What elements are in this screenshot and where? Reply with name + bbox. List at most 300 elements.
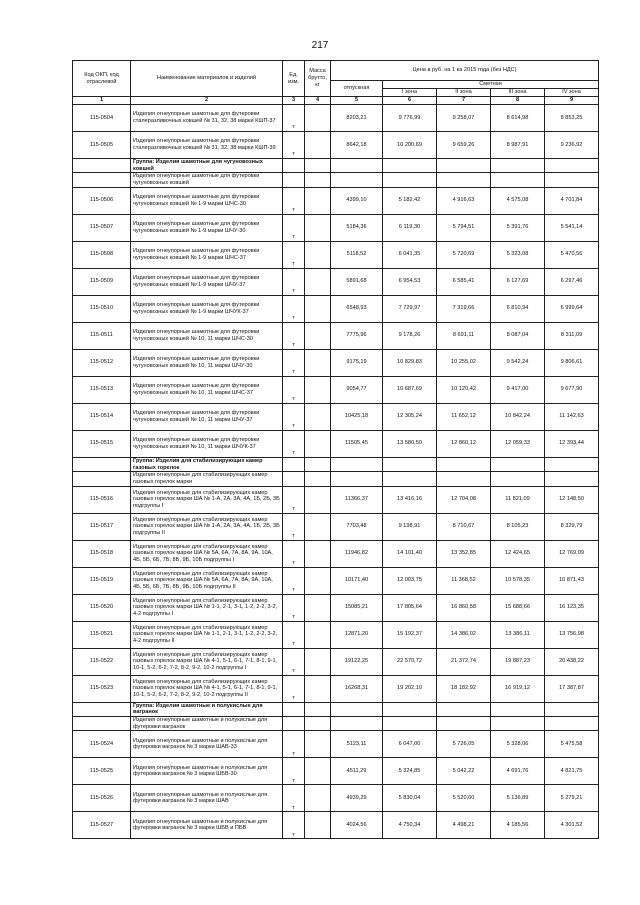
- cell-price-zone-4: 12 148,50: [545, 486, 599, 513]
- cell-unit: т: [283, 295, 305, 322]
- header-smetnaya: Сметная: [383, 81, 599, 89]
- group-title: Группа: Изделия шамотные и полукислые для вагранок: [131, 702, 283, 716]
- cell-name: Изделия огнеупорные для стабилизирующих камер газовых горелок марки ША № 5А, 6А, 7А, 8А, 9А, 10А, 4Б, 5Б, 6Б, 7Б, 8Б, 9Б, 10Б подгруппы II: [131, 567, 283, 594]
- cell-price-zone-2: 10 120,42: [437, 376, 491, 403]
- cell-price-zone-2: 6 585,41: [437, 268, 491, 295]
- cell-code: 115-0520: [73, 594, 131, 621]
- cell-empty: [331, 457, 383, 471]
- cell-code: [73, 173, 131, 187]
- cell-empty: [331, 702, 383, 716]
- cell-empty: [491, 472, 545, 486]
- cell-name: Изделия огнеупорные шамотные для футеровки чугуновозных ковшей № 1-9 марки ШЧУК-37: [131, 295, 283, 322]
- cell-price-zone-2: 16 860,58: [437, 594, 491, 621]
- cell-price-zone-4: 6 999,64: [545, 295, 599, 322]
- cell-price-otpusk: 7775,96: [331, 322, 383, 349]
- cell-mass: [305, 758, 331, 785]
- table-row: [73, 567, 599, 594]
- cell-unit: т: [283, 105, 305, 132]
- cell-mass: [305, 295, 331, 322]
- cell-price-otpusk: 4399,10: [331, 187, 383, 214]
- cell-price-otpusk: 15085,21: [331, 594, 383, 621]
- subgroup-title: Изделия огнеупорные шамотные для футеровки чугуновозных ковшей: [131, 173, 283, 187]
- cell-price-otpusk: 10425,18: [331, 403, 383, 430]
- cell-empty: [491, 173, 545, 187]
- cell-price-zone-1: 6 954,53: [383, 268, 437, 295]
- cell-price-zone-3: 12 424,65: [491, 540, 545, 567]
- cell-mass: [305, 513, 331, 540]
- cell-price-zone-1: 19 202,10: [383, 675, 437, 702]
- cell-price-zone-1: 5 182,42: [383, 187, 437, 214]
- cell-empty: [331, 472, 383, 486]
- cell-unit: т: [283, 132, 305, 159]
- cell-price-zone-4: 4 821,75: [545, 758, 599, 785]
- cell-name: Изделия огнеупорные шамотные для футеровки чугуновозных ковшей № 1-9 марки ШЧУ-37: [131, 268, 283, 295]
- cell-empty: [305, 173, 331, 187]
- column-numbers-row: [73, 97, 599, 105]
- subgroup-row: [73, 472, 599, 486]
- cell-unit: т: [283, 430, 305, 457]
- cell-price-zone-2: 5 720,69: [437, 241, 491, 268]
- cell-empty: [305, 717, 331, 731]
- cell-empty: [437, 159, 491, 173]
- cell-code: [73, 457, 131, 471]
- cell-price-zone-3: 4 575,08: [491, 187, 545, 214]
- cell-unit: т: [283, 594, 305, 621]
- cell-price-zone-1: 15 192,37: [383, 621, 437, 648]
- table-row: [73, 648, 599, 675]
- cell-price-zone-4: 20 438,22: [545, 648, 599, 675]
- cell-code: 115-0515: [73, 430, 131, 457]
- table-row: [73, 403, 599, 430]
- cell-name: Изделия огнеупорные шамотные и полукислые для футеровки вагранок № 3 марки ШБВ и ПБВ: [131, 812, 283, 839]
- cell-price-zone-1: 6 119,30: [383, 214, 437, 241]
- cell-price-otpusk: 4511,29: [331, 758, 383, 785]
- table-body: [73, 105, 599, 839]
- cell-code: 115-0512: [73, 349, 131, 376]
- cell-mass: [305, 540, 331, 567]
- cell-price-zone-3: 13 386,11: [491, 621, 545, 648]
- cell-code: 115-0518: [73, 540, 131, 567]
- col-number: 3: [283, 97, 305, 105]
- cell-mass: [305, 376, 331, 403]
- cell-empty: [283, 702, 305, 716]
- cell-price-zone-2: 11 368,52: [437, 567, 491, 594]
- cell-name: Изделия огнеупорные шамотные для футеровки чугуновозных ковшей № 1-9 марки ШЧС-30: [131, 187, 283, 214]
- cell-price-otpusk: 10171,40: [331, 567, 383, 594]
- table-row: [73, 105, 599, 132]
- cell-empty: [545, 702, 599, 716]
- cell-empty: [283, 472, 305, 486]
- cell-price-zone-4: 5 475,58: [545, 731, 599, 758]
- table-row: [73, 214, 599, 241]
- cell-price-zone-4: 10 871,43: [545, 567, 599, 594]
- cell-price-zone-4: 8 311,09: [545, 322, 599, 349]
- cell-price-zone-1: 5 324,85: [383, 758, 437, 785]
- cell-price-zone-2: 11 652,12: [437, 403, 491, 430]
- cell-code: [73, 472, 131, 486]
- cell-name: Изделия огнеупорные шамотные для футеровки чугуновозных ковшей № 10, 11 марки ШЧУ-37: [131, 403, 283, 430]
- cell-code: 115-0514: [73, 403, 131, 430]
- cell-price-zone-2: 7 319,66: [437, 295, 491, 322]
- cell-code: 115-0509: [73, 268, 131, 295]
- cell-name: Изделия огнеупорные для стабилизирующих камер газовых горелок марки ША № 4-1, 5-1, 6-1, 7-1, 8-1, 9-1, 10-1, 5-2, 6-2, 7-2, 8-2, 9-2, 10-2 подгруппы II: [131, 675, 283, 702]
- cell-unit: т: [283, 812, 305, 839]
- cell-price-zone-4: 12 769,09: [545, 540, 599, 567]
- cell-price-otpusk: 4939,29: [331, 785, 383, 812]
- subgroup-row: [73, 717, 599, 731]
- cell-price-zone-3: 8 614,98: [491, 105, 545, 132]
- header-otpusk: отпускная: [331, 81, 383, 97]
- header-mass: Масса брутто, кг: [305, 61, 331, 97]
- cell-price-zone-2: 5 520,60: [437, 785, 491, 812]
- table-row: [73, 540, 599, 567]
- table-header: [73, 61, 599, 105]
- cell-price-zone-3: 19 887,23: [491, 648, 545, 675]
- cell-empty: [437, 173, 491, 187]
- group-title: Группа: Изделия шамотные для чугуновозных ковшей: [131, 159, 283, 173]
- table-row: [73, 132, 599, 159]
- cell-empty: [545, 159, 599, 173]
- cell-price-zone-4: 12 393,44: [545, 430, 599, 457]
- cell-name: Изделия огнеупорные шамотные и полукислые для футеровки вагранок № 3 марки ШАВ: [131, 785, 283, 812]
- cell-mass: [305, 621, 331, 648]
- cell-price-zone-4: 13 756,98: [545, 621, 599, 648]
- cell-price-zone-3: 5 328,06: [491, 731, 545, 758]
- cell-price-zone-3: 9 542,24: [491, 349, 545, 376]
- table-row: [73, 430, 599, 457]
- cell-empty: [383, 457, 437, 471]
- cell-price-zone-2: 10 255,02: [437, 349, 491, 376]
- cell-code: [73, 702, 131, 716]
- cell-price-otpusk: 6548,93: [331, 295, 383, 322]
- cell-mass: [305, 812, 331, 839]
- cell-price-zone-4: 11 142,63: [545, 403, 599, 430]
- cell-empty: [383, 717, 437, 731]
- cell-name: Изделия огнеупорные шамотные для футеровки чугуновозных ковшей № 10, 11 марки ШЧУ-30: [131, 349, 283, 376]
- cell-empty: [545, 173, 599, 187]
- cell-mass: [305, 241, 331, 268]
- cell-price-zone-3: 8 087,04: [491, 322, 545, 349]
- cell-price-zone-3: 6 810,94: [491, 295, 545, 322]
- col-number: 2: [131, 97, 283, 105]
- cell-code: 115-0525: [73, 758, 131, 785]
- cell-price-otpusk: 9175,19: [331, 349, 383, 376]
- cell-empty: [491, 702, 545, 716]
- cell-price-zone-4: 6 297,46: [545, 268, 599, 295]
- cell-empty: [437, 717, 491, 731]
- cell-price-zone-1: 9 198,91: [383, 513, 437, 540]
- cell-unit: т: [283, 322, 305, 349]
- cell-price-zone-3: 4 185,56: [491, 812, 545, 839]
- cell-price-zone-2: 8 691,11: [437, 322, 491, 349]
- cell-empty: [283, 159, 305, 173]
- cell-code: 115-0507: [73, 214, 131, 241]
- cell-mass: [305, 567, 331, 594]
- col-number: 1: [73, 97, 131, 105]
- table-row: [73, 513, 599, 540]
- cell-unit: т: [283, 540, 305, 567]
- cell-unit: т: [283, 376, 305, 403]
- table-row: [73, 268, 599, 295]
- table-row: [73, 758, 599, 785]
- header-unit: Ед. изм.: [283, 61, 305, 97]
- subgroup-row: [73, 173, 599, 187]
- cell-price-zone-2: 9 659,26: [437, 132, 491, 159]
- cell-name: Изделия огнеупорные шамотные и полукислые для футеровки вагранок № 3 марки ШАВ-33: [131, 731, 283, 758]
- cell-name: Изделия огнеупорные для стабилизирующих камер газовых горелок марки ША № 1-1, 2-1, 3-1, 1-2, 2-2, 3-2, 4-2 подгруппы II: [131, 621, 283, 648]
- cell-price-otpusk: 8203,21: [331, 105, 383, 132]
- cell-price-zone-1: 6 041,35: [383, 241, 437, 268]
- cell-unit: т: [283, 214, 305, 241]
- cell-price-otpusk: 12871,20: [331, 621, 383, 648]
- cell-price-otpusk: 11505,45: [331, 430, 383, 457]
- cell-empty: [305, 702, 331, 716]
- cell-name: Изделия огнеупорные шамотные для футеровки сталеразливочных ковшей № 31, 32, 38 марки КШП-37: [131, 105, 283, 132]
- cell-price-zone-3: 5 136,89: [491, 785, 545, 812]
- header-name: Наименование материалов и изделий: [131, 61, 283, 97]
- cell-empty: [545, 457, 599, 471]
- cell-price-zone-2: 14 386,02: [437, 621, 491, 648]
- cell-price-zone-4: 5 470,56: [545, 241, 599, 268]
- cell-price-otpusk: 16268,31: [331, 675, 383, 702]
- cell-price-otpusk: 5891,68: [331, 268, 383, 295]
- table-row: [73, 785, 599, 812]
- cell-code: 115-0504: [73, 105, 131, 132]
- cell-price-zone-1: 5 830,04: [383, 785, 437, 812]
- cell-mass: [305, 132, 331, 159]
- cell-code: 115-0506: [73, 187, 131, 214]
- table-row: [73, 486, 599, 513]
- group-row: [73, 702, 599, 716]
- cell-code: 115-0513: [73, 376, 131, 403]
- cell-price-otpusk: 4024,56: [331, 812, 383, 839]
- cell-empty: [283, 457, 305, 471]
- col-number: 9: [545, 97, 599, 105]
- cell-empty: [491, 717, 545, 731]
- cell-mass: [305, 187, 331, 214]
- cell-unit: т: [283, 675, 305, 702]
- cell-price-zone-2: 5 042,22: [437, 758, 491, 785]
- cell-price-otpusk: 5123,11: [331, 731, 383, 758]
- price-table: [72, 60, 599, 839]
- cell-unit: т: [283, 241, 305, 268]
- cell-price-zone-3: 15 688,66: [491, 594, 545, 621]
- cell-price-zone-1: 13 580,50: [383, 430, 437, 457]
- cell-name: Изделия огнеупорные для стабилизирующих камер газовых горелок марки ША № 4-1, 5-1, 6-1, 7-1, 8-1, 9-1, 10-1, 5-2, 6-2, 7-2, 8-2, 9-2, 10-2 подгруппы I: [131, 648, 283, 675]
- cell-price-zone-3: 5 391,76: [491, 214, 545, 241]
- cell-mass: [305, 648, 331, 675]
- cell-unit: т: [283, 621, 305, 648]
- cell-code: 115-0523: [73, 675, 131, 702]
- cell-unit: т: [283, 349, 305, 376]
- cell-price-otpusk: 5184,36: [331, 214, 383, 241]
- cell-price-zone-2: 4 916,63: [437, 187, 491, 214]
- table-row: [73, 295, 599, 322]
- cell-name: Изделия огнеупорные шамотные для футеровки чугуновозных ковшей № 10, 11 марки ШЧС-37: [131, 376, 283, 403]
- cell-price-zone-4: 4 301,52: [545, 812, 599, 839]
- table-row: [73, 241, 599, 268]
- cell-price-zone-4: 17 387,87: [545, 675, 599, 702]
- cell-unit: т: [283, 403, 305, 430]
- cell-price-zone-2: 5 726,05: [437, 731, 491, 758]
- cell-price-zone-3: 6 127,69: [491, 268, 545, 295]
- cell-price-zone-1: 9 178,26: [383, 322, 437, 349]
- cell-price-zone-1: 14 101,40: [383, 540, 437, 567]
- cell-unit: т: [283, 268, 305, 295]
- cell-name: Изделия огнеупорные для стабилизирующих камер газовых горелок марки ША № 1-А, 2А, 3А, 4А, 1Б, 2Б, 3Б подгруппы I: [131, 486, 283, 513]
- cell-code: 115-0516: [73, 486, 131, 513]
- col-number: 8: [491, 97, 545, 105]
- cell-unit: т: [283, 187, 305, 214]
- cell-empty: [283, 717, 305, 731]
- cell-price-zone-2: 5 794,51: [437, 214, 491, 241]
- cell-unit: т: [283, 513, 305, 540]
- header-zone-4: IV зона: [545, 89, 599, 97]
- col-number: 7: [437, 97, 491, 105]
- cell-price-zone-3: 12 059,33: [491, 430, 545, 457]
- cell-empty: [383, 159, 437, 173]
- cell-unit: т: [283, 785, 305, 812]
- cell-price-zone-4: 9 806,61: [545, 349, 599, 376]
- cell-code: 115-0505: [73, 132, 131, 159]
- cell-mass: [305, 403, 331, 430]
- cell-mass: [305, 675, 331, 702]
- cell-price-zone-2: 13 352,85: [437, 540, 491, 567]
- subgroup-title: Изделия огнеупорные шамотные и полукислые для футеровки вагранок: [131, 717, 283, 731]
- cell-code: 115-0526: [73, 785, 131, 812]
- cell-price-zone-4: 8 853,25: [545, 105, 599, 132]
- cell-price-zone-2: 12 704,08: [437, 486, 491, 513]
- col-number: 5: [331, 97, 383, 105]
- subgroup-title: Изделия огнеупорные для стабилизирующих камер газовых горелок марки: [131, 472, 283, 486]
- cell-empty: [437, 702, 491, 716]
- cell-empty: [437, 472, 491, 486]
- cell-empty: [305, 159, 331, 173]
- table-row: [73, 376, 599, 403]
- cell-name: Изделия огнеупорные для стабилизирующих камер газовых горелок марки ША № 1-А, 2А, 3А, 4А, 1Б, 2Б, 3Б подгруппы II: [131, 513, 283, 540]
- cell-empty: [491, 159, 545, 173]
- cell-empty: [437, 457, 491, 471]
- table-row: [73, 812, 599, 839]
- cell-mass: [305, 349, 331, 376]
- cell-code: [73, 717, 131, 731]
- cell-name: Изделия огнеупорные шамотные для футеровки чугуновозных ковшей № 1-9 марки ШЧУ-30: [131, 214, 283, 241]
- cell-price-zone-1: 12 003,75: [383, 567, 437, 594]
- cell-price-zone-2: 18 182,92: [437, 675, 491, 702]
- cell-code: 115-0517: [73, 513, 131, 540]
- table-row: [73, 187, 599, 214]
- cell-price-zone-4: 16 123,35: [545, 594, 599, 621]
- cell-price-zone-1: 22 570,72: [383, 648, 437, 675]
- cell-empty: [545, 472, 599, 486]
- cell-price-zone-4: 4 701,84: [545, 187, 599, 214]
- cell-price-zone-3: 5 323,08: [491, 241, 545, 268]
- header-zone-1: I зона: [383, 89, 437, 97]
- header-okp-code: Код ОКП, код отраслевой: [73, 61, 131, 97]
- cell-name: Изделия огнеупорные шамотные для футеровки чугуновозных ковшей № 10, 11 марки ШЧУК-37: [131, 430, 283, 457]
- table-row: [73, 594, 599, 621]
- cell-mass: [305, 268, 331, 295]
- cell-price-zone-1: 4 750,34: [383, 812, 437, 839]
- cell-code: 115-0524: [73, 731, 131, 758]
- cell-mass: [305, 322, 331, 349]
- cell-mass: [305, 594, 331, 621]
- cell-name: Изделия огнеупорные шамотные для футеровки чугуновозных ковшей № 1-9 марки ШЧС-37: [131, 241, 283, 268]
- cell-empty: [383, 702, 437, 716]
- cell-empty: [305, 457, 331, 471]
- cell-price-zone-3: 10 842,24: [491, 403, 545, 430]
- cell-price-zone-1: 7 729,97: [383, 295, 437, 322]
- cell-empty: [545, 717, 599, 731]
- col-number: 6: [383, 97, 437, 105]
- cell-unit: т: [283, 758, 305, 785]
- cell-price-zone-3: 8 105,23: [491, 513, 545, 540]
- cell-unit: т: [283, 648, 305, 675]
- cell-unit: т: [283, 486, 305, 513]
- cell-price-zone-2: 12 860,12: [437, 430, 491, 457]
- cell-price-otpusk: 11366,37: [331, 486, 383, 513]
- cell-empty: [305, 472, 331, 486]
- cell-price-zone-1: 9 776,99: [383, 105, 437, 132]
- cell-unit: т: [283, 731, 305, 758]
- table-row: [73, 322, 599, 349]
- cell-price-zone-1: 10 200,69: [383, 132, 437, 159]
- cell-price-zone-4: 9 236,92: [545, 132, 599, 159]
- cell-price-otpusk: 7703,48: [331, 513, 383, 540]
- group-row: [73, 159, 599, 173]
- cell-code: 115-0527: [73, 812, 131, 839]
- cell-price-zone-3: 10 578,35: [491, 567, 545, 594]
- cell-empty: [283, 173, 305, 187]
- cell-price-otpusk: 11946,82: [331, 540, 383, 567]
- cell-mass: [305, 731, 331, 758]
- cell-mass: [305, 214, 331, 241]
- cell-mass: [305, 105, 331, 132]
- cell-price-zone-2: 4 498,21: [437, 812, 491, 839]
- cell-empty: [331, 173, 383, 187]
- group-title: Группа: Изделия для стабилизирующих камер газовых горелок: [131, 457, 283, 471]
- cell-mass: [305, 430, 331, 457]
- cell-price-zone-1: 13 416,16: [383, 486, 437, 513]
- cell-name: Изделия огнеупорные шамотные для футеровки сталеразливочных ковшей № 31, 32, 38 марки КШП-39: [131, 132, 283, 159]
- cell-price-zone-4: 9 677,90: [545, 376, 599, 403]
- cell-code: 115-0522: [73, 648, 131, 675]
- cell-price-zone-3: 16 919,12: [491, 675, 545, 702]
- header-zone-2: II зона: [437, 89, 491, 97]
- cell-code: 115-0519: [73, 567, 131, 594]
- header-zone-3: III зона: [491, 89, 545, 97]
- cell-price-zone-3: 4 691,76: [491, 758, 545, 785]
- cell-price-zone-3: 11 821,09: [491, 486, 545, 513]
- table-row: [73, 621, 599, 648]
- cell-empty: [383, 472, 437, 486]
- cell-code: 115-0508: [73, 241, 131, 268]
- cell-price-zone-4: 5 279,21: [545, 785, 599, 812]
- cell-price-zone-4: 8 329,79: [545, 513, 599, 540]
- cell-unit: т: [283, 567, 305, 594]
- cell-price-zone-1: 17 805,64: [383, 594, 437, 621]
- cell-empty: [331, 717, 383, 731]
- cell-empty: [491, 457, 545, 471]
- cell-price-otpusk: 5118,52: [331, 241, 383, 268]
- table-row: [73, 349, 599, 376]
- cell-code: 115-0521: [73, 621, 131, 648]
- cell-price-zone-2: 8 710,67: [437, 513, 491, 540]
- cell-code: 115-0510: [73, 295, 131, 322]
- table-row: [73, 675, 599, 702]
- cell-price-zone-4: 5 541,14: [545, 214, 599, 241]
- cell-code: 115-0511: [73, 322, 131, 349]
